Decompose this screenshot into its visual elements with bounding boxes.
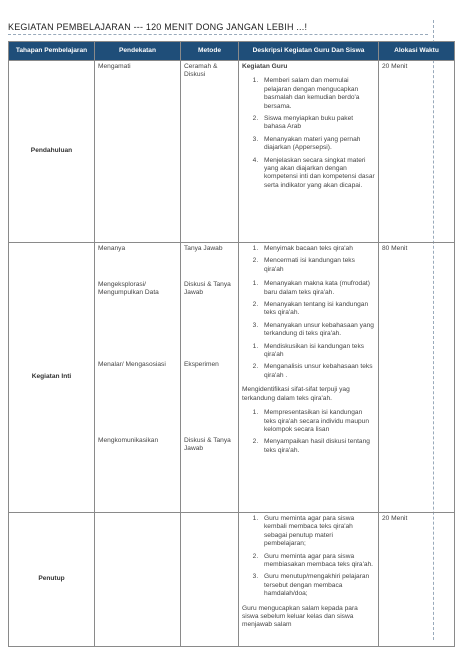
pendekatan-mengamati: Mengamati [95,61,181,243]
header-metode: Metode [181,42,239,61]
header-pendekatan: Pendekatan [95,42,181,61]
inti-list-mengeksplorasi [242,280,375,338]
metode-pendahuluan: Ceramah & Diskusi [181,61,239,243]
list-item: 2. Mencermati isi kandungan teks qira'ah [260,257,375,274]
header-alokasi: Alokasi Waktu [379,42,455,61]
metode-penutup [181,513,239,647]
table-header-row [9,42,455,61]
list-item: 2. Menganalisis unsur kebahasaan teks qira'ah . [260,363,375,380]
waktu-inti: 80 Menit [379,243,455,513]
list-item: 1. Mendiskusikan isi kandungan teks qira'ah [260,343,375,360]
table-row-inti [9,243,455,513]
inti-list-mengkomunikasikan [242,409,375,455]
table-row-pendahuluan [9,61,455,243]
header-tahapan: Tahapan Pembelajaran [9,42,95,61]
list-item: 1. Menanyakan makna kata (mufrodat) baru dalam teks qira'ah. [260,280,375,297]
penutup-note: Guru mengucapkan salam kepada para siswa sebelum keluar kelas dan siswa menjawab salam [242,604,358,629]
header-deskripsi: Deskripsi Kegiatan Guru Dan Siswa [239,42,379,61]
pendekatan-inti [95,243,181,513]
document-title: KEGIATAN PEMBELAJARAN --- 120 MENIT DONG JANGAN LEBIH ...! [8,22,428,35]
table-row-penutup [9,513,455,647]
list-item: 1. Menyimak bacaan teks qira'ah [260,245,375,253]
pendekatan-menanya: Menanya [98,245,126,252]
stage-penutup: Penutup [9,513,95,647]
metode-eksperimen: Eksperimen [184,361,219,368]
list-item: 4. Menjelaskan secara singkat materi yang akan diajarkan dengan kompetensi inti dan kompetensi dasar serta indikator yang akan dicapai. [260,157,375,191]
pendekatan-penutup [95,513,181,647]
list-item: 1. Memberi salam dan memulai pelajaran dengan mengucapkan basmalah dan kemudian berdo'a bersama. [260,77,375,111]
list-item: 3. Menanyakan materi yang pernah diajarkan (Appersepsi). [260,136,375,153]
kegiatan-guru-heading: Kegiatan Guru [242,63,288,70]
pendahuluan-list [242,77,375,190]
lesson-table [8,41,455,647]
penutup-list [242,515,375,599]
deskripsi-pendahuluan [239,61,379,243]
stage-inti: Kegiatan Inti [9,243,95,513]
list-item: 3. Guru menutup/mengakhiri pelajaran tersebut dengan membaca hamdalah/doa; [260,573,375,598]
list-item: 1. Mempresentasikan isi kandungan teks qira'ah secara individu maupun kelompok secara lisan [260,409,375,434]
metode-diskusi-1: Diskusi & Tanya Jawab [184,281,231,297]
metode-diskusi-2: Diskusi & Tanya Jawab [184,437,231,453]
list-item: 1. Guru meminta agar para siswa kembali membaca teks qira'ah sebagai penutup materi pembelajaran; [260,515,375,549]
metode-inti [181,243,239,513]
list-item: 3. Menanyakan unsur kebahasaan yang terkandung di teks qira'ah. [260,322,375,339]
metode-tanya-jawab: Tanya Jawab [184,245,223,252]
deskripsi-inti [239,243,379,513]
waktu-pendahuluan: 20 Menit [379,61,455,243]
inti-list-menanya [242,245,375,274]
inti-list-menalar [242,343,375,381]
inti-note: Mengidentifikasi sifat-sifat terpuji yag terkandung dalam teks qira'ah. [242,386,350,402]
pendekatan-mengeksplorasi: Mengeksplorasi/ Mengumpulkan Data [98,281,159,297]
list-item: 2. Siswa menyiapkan buku paket bahasa Arab [260,115,375,132]
deskripsi-penutup [239,513,379,647]
stage-pendahuluan: Pendahuluan [9,61,95,243]
pendekatan-mengkomunikasikan: Mengkomunikasikan [98,437,159,444]
pendekatan-menalar: Menalar/ Mengasosiasi [98,361,166,368]
list-item: 2. Menyampaikan hasil diskusi tentang teks qira'ah. [260,438,375,455]
waktu-penutup: 20 Menit [379,513,455,647]
list-item: 2. Menanyakan tentang isi kandungan teks qira'ah. [260,301,375,318]
list-item: 2. Guru meminta agar para siswa membiasakan membaca teks qira'ah. [260,553,375,570]
